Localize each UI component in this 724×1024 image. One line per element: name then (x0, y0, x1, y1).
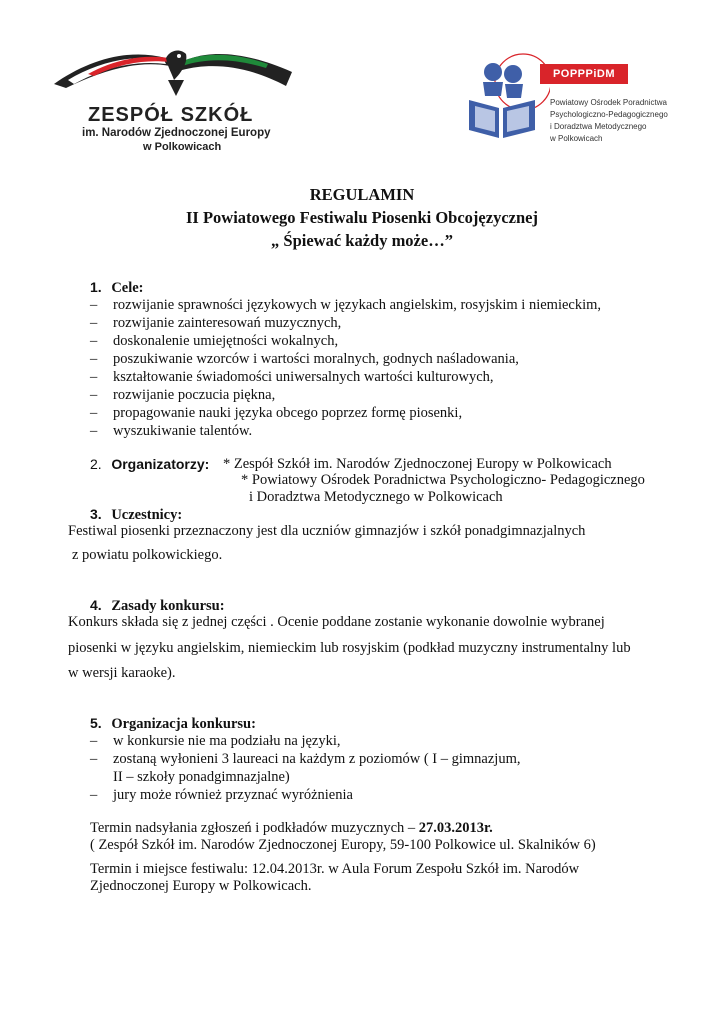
section-2-title: Organizatorzy: (111, 456, 210, 472)
rules-text-1: Konkurs składa się z jednej części . Ocenie poddane zostanie wykonanie dowolnie wybranej (68, 614, 605, 630)
list-item: poszukiwanie wzorców i wartości moralnych, godnych naśladowania, (113, 351, 519, 367)
venue-line-2: Zjednoczonej Europy w Polkowicach. (90, 878, 312, 894)
list-dash: – (90, 405, 98, 421)
section-5-heading (90, 715, 256, 733)
list-item: rozwijanie zainteresowań muzycznych, (113, 315, 342, 331)
section-1-title: Cele: (111, 280, 144, 296)
school-logo-line3: w Polkowicach (143, 141, 222, 153)
popppidm-line1: Powiatowy Ośrodek Poradnictwa (550, 98, 667, 107)
section-5-title: Organizacja konkursu: (111, 716, 256, 732)
rules-text-3: w wersji karaoke). (68, 665, 176, 681)
list-dash: – (90, 733, 98, 749)
rules-text-2: piosenki w języku angielskim, niemieckim lub rosyjskim (podkład muzyczny instrumentalny lub (68, 640, 631, 656)
list-item-cont: II – szkoły ponadgimnazjalne) (113, 769, 290, 785)
popppidm-line3: i Doradztwa Metodycznego (550, 122, 647, 131)
list-item: propagowanie nauki języka obcego poprzez formę piosenki, (113, 405, 463, 421)
list-item: wyszukiwanie talentów. (113, 423, 253, 439)
list-dash: – (90, 351, 98, 367)
list-item: w konkursie nie ma podziału na języki, (113, 733, 341, 749)
venue-line-1: Termin i miejsce festiwalu: 12.04.2013r. w Aula Forum Zespołu Szkół im. Narodów (90, 861, 580, 877)
popppidm-badge: POPPPiDM (540, 64, 628, 84)
popppidm-logo (455, 52, 670, 152)
deadline-label: Termin nadsyłania zgłoszeń i podkładów muzycznych – (90, 820, 419, 836)
list-dash: – (90, 751, 98, 767)
eagle-wings-icon (48, 40, 298, 104)
doc-subtitle: II Powiatowego Festiwalu Piosenki Obcojęzycznej (186, 208, 538, 227)
organizer-1: * Zespół Szkół im. Narodów Zjednoczonej Europy w Polkowicach (223, 456, 612, 472)
address-line: ( Zespół Szkół im. Narodów Zjednoczonej Europy, 59-100 Polkowice ul. Skalników 6) (90, 837, 596, 853)
deadline-line (90, 820, 493, 837)
section-2-number: 2. (90, 456, 102, 472)
organization-list (0, 733, 724, 813)
section-4-number: 4. (90, 597, 102, 613)
list-dash: – (90, 369, 98, 385)
section-1-number: 1. (90, 279, 102, 295)
list-item: kształtowanie świadomości uniwersalnych wartości kulturowych, (113, 369, 494, 385)
school-logo-name: ZESPÓŁ SZKÓŁ (88, 104, 254, 126)
section-3-heading (90, 506, 182, 524)
doc-motto: „ Śpiewać każdy może…” (271, 231, 453, 250)
readers-icon (455, 52, 550, 147)
popppidm-line4: w Polkowicach (550, 134, 603, 143)
deadline-date: 27.03.2013r. (418, 820, 493, 836)
participants-text-2: z powiatu polkowickiego. (72, 547, 223, 563)
list-item: zostaną wyłonieni 3 laureaci na każdym z poziomów ( I – gimnazjum, (113, 751, 521, 767)
list-item: rozwijanie poczucia piękna, (113, 387, 276, 403)
organizer-2: * Powiatowy Ośrodek Poradnictwa Psychologiczno- Pedagogicznego (241, 472, 645, 488)
list-dash: – (90, 387, 98, 403)
section-3-title: Uczestnicy: (111, 507, 183, 523)
school-logo (48, 40, 298, 160)
list-dash: – (90, 423, 98, 439)
list-dash: – (90, 315, 98, 331)
section-5-number: 5. (90, 715, 102, 731)
participants-text-1: Festiwal piosenki przeznaczony jest dla uczniów gimnazjów i szkół ponadgimnazjalnych (68, 523, 586, 539)
popppidm-line2: Psychologiczno-Pedagogicznego (550, 110, 668, 119)
organizer-2-cont: i Doradztwa Metodycznego w Polkowicach (249, 489, 503, 505)
school-logo-line2: im. Narodów Zjednoczonej Europy (82, 127, 271, 139)
list-dash: – (90, 333, 98, 349)
goals-list (0, 297, 724, 447)
section-4-heading (90, 597, 225, 615)
list-dash: – (90, 297, 98, 313)
doc-title: REGULAMIN (309, 185, 415, 204)
list-item: jury może również przyznać wyróżnienia (113, 787, 353, 803)
list-item: doskonalenie umiejętności wokalnych, (113, 333, 339, 349)
list-dash: – (90, 787, 98, 803)
section-3-number: 3. (90, 506, 102, 522)
section-1-heading (90, 279, 144, 297)
section-2-heading (90, 456, 209, 474)
section-4-title: Zasady konkursu: (111, 598, 225, 614)
list-item: rozwijanie sprawności językowych w językach angielskim, rosyjskim i niemieckim, (113, 297, 602, 313)
